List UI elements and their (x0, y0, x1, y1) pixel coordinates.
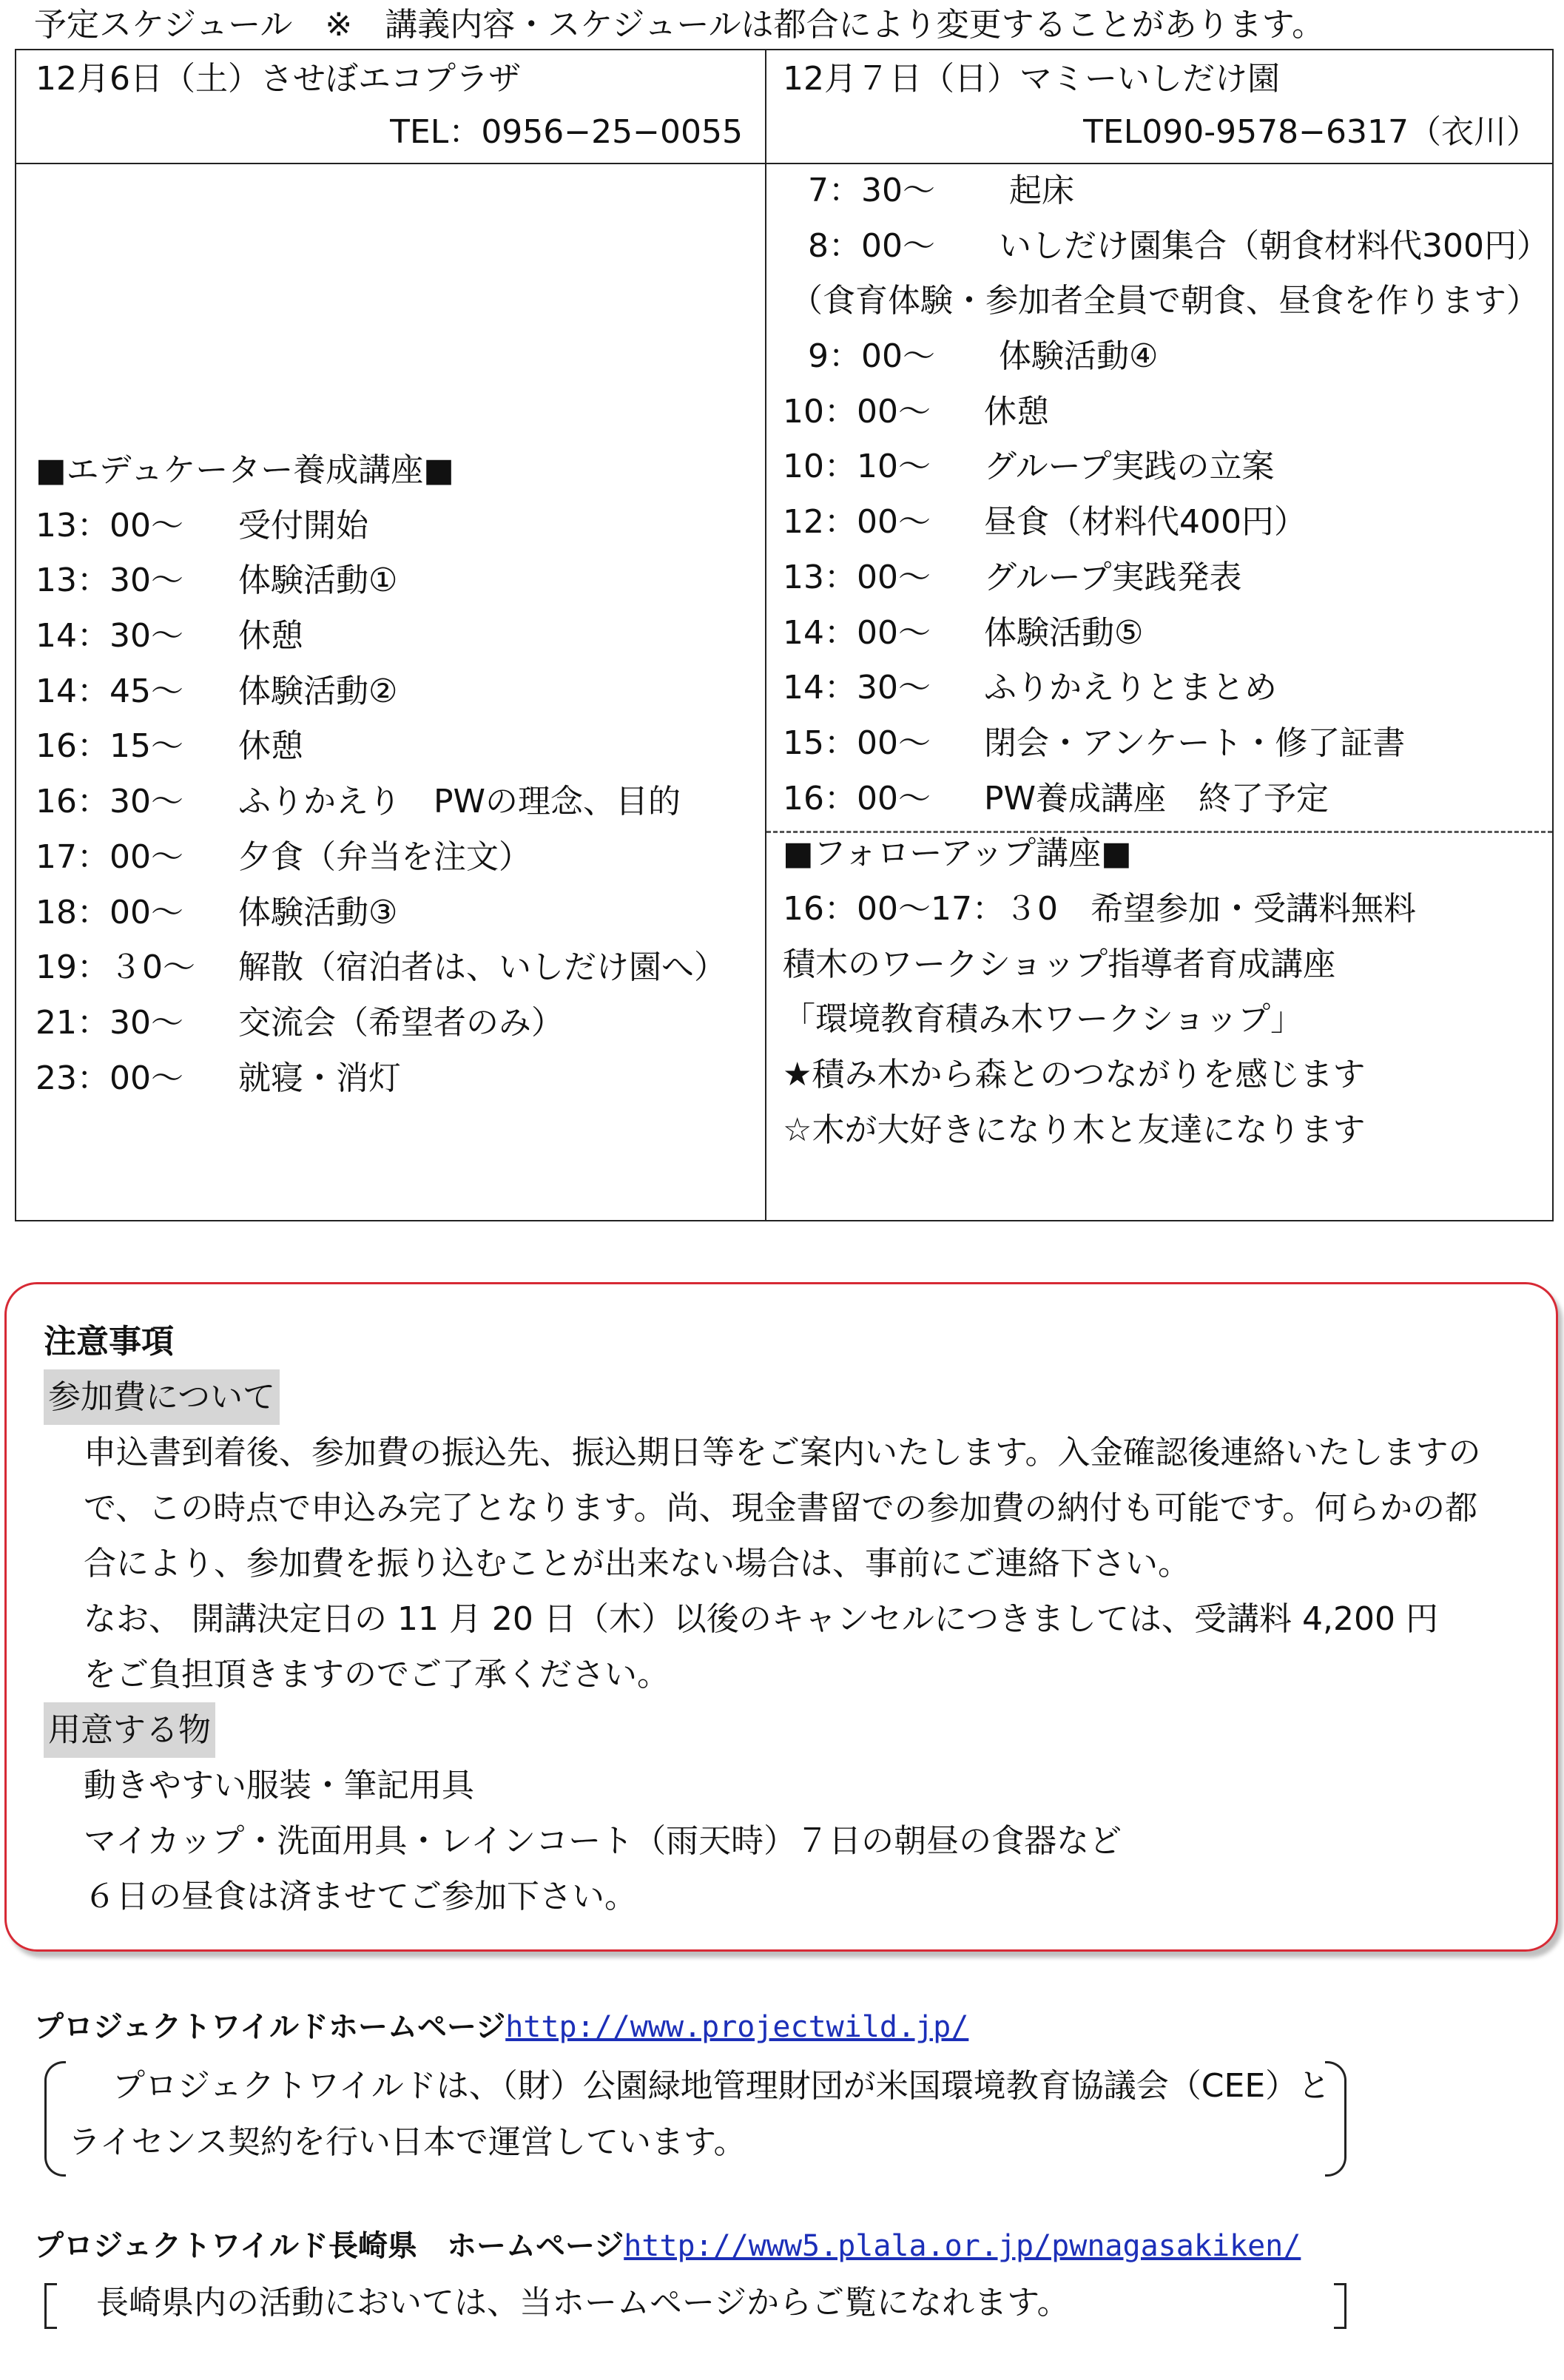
schedule-activity: 体験活動⑤ (984, 613, 1144, 652)
schedule-item (783, 716, 1545, 772)
followup-section-title: ■フォローアップ講座■ (783, 835, 1132, 873)
schedule-activity: 休憩 (238, 727, 303, 766)
schedule-activity: グループ実践の立案 (984, 448, 1275, 486)
followup-line: ☆木が大好きになり木と友達になります (783, 1110, 1366, 1149)
schedule-activity: 受付開始 (238, 506, 368, 545)
items-line: ６日の昼食は済ませてご参加下さい。 (84, 1878, 637, 1915)
pw-nagasaki-link[interactable]: http://www5.plala.or.jp/pwnagasakiken/ (624, 2229, 1301, 2263)
schedule-time: 13：30〜 (36, 562, 183, 600)
schedule-activity: 体験活動④ (999, 337, 1159, 376)
schedule-item (783, 661, 1545, 716)
schedule-item (783, 439, 1545, 495)
schedule-activity: グループ実践発表 (984, 558, 1242, 596)
schedule-item (783, 606, 1545, 661)
schedule-time: 8：00〜 (798, 226, 935, 265)
schedule-time: 18：00〜 (36, 893, 183, 931)
fee-line: 申込書到着後、参加費の振込先、振込期日等をご案内いたします。入金確認後連絡いたしますの (84, 1434, 1481, 1472)
table-divider-vertical (765, 50, 766, 1220)
pw-nagasaki-label: プロジェクトワイルド長崎県 ホームページ (34, 2229, 624, 2263)
fee-line: なお、 開講決定日の 11 月 20 日（木）以後のキャンセルにつきましては、受講料 4,200 円 (84, 1600, 1438, 1638)
day1-schedule (36, 443, 761, 1106)
pw-description-text (68, 2058, 1330, 2171)
schedule-activity: 交流会（希望者のみ） (238, 1003, 564, 1042)
schedule-activity: 体験活動① (238, 562, 398, 600)
schedule-time: 15：00〜 (783, 724, 931, 762)
pw-nagasaki-description (44, 2277, 1346, 2329)
schedule-item (783, 329, 1545, 385)
schedule-table (15, 49, 1554, 1221)
schedule-activity: 体験活動③ (238, 893, 398, 931)
schedule-time: 10：00〜 (783, 392, 931, 431)
schedule-item (36, 499, 761, 554)
schedule-time: 16：00〜 (783, 779, 931, 818)
followup-line: ★積み木から森とのつながりを感じます (783, 1056, 1366, 1093)
schedule-activity: ふりかえりとまとめ (984, 669, 1277, 707)
schedule-time: 14：30〜 (36, 617, 183, 655)
pw-nagasaki-homepage-line (34, 2219, 1301, 2272)
schedule-time: 19：３0〜 (36, 948, 195, 987)
fee-line: をご負担頂きますのでご了承ください。 (84, 1656, 670, 1693)
fee-line: 合により、参加費を振り込むことが出来ない場合は、事前にご連絡下さい。 (84, 1545, 1190, 1582)
schedule-time: 14：00〜 (783, 613, 931, 652)
schedule-item (783, 550, 1545, 606)
day1-title: 12月6日（土）させぼエコプラザ (36, 60, 521, 98)
schedule-item (36, 886, 761, 941)
schedule-item (783, 385, 1545, 440)
pw-description (44, 2058, 1346, 2177)
schedule-time: 12：00〜 (783, 503, 931, 542)
schedule-activity: いしだけ園集合（朝食材料代300円） (999, 226, 1549, 265)
schedule-activity: 休憩 (238, 617, 303, 655)
day2-tel: TEL090-9578−6317（衣川） (1083, 113, 1539, 151)
schedule-activity: 起床 (999, 172, 1074, 209)
schedule-time: 7：30〜 (798, 172, 935, 209)
schedule-item (36, 1051, 761, 1107)
schedule-time: 13：00〜 (36, 506, 183, 545)
pw-desc-line: プロジェクトワイルドは、（財）公園緑地管理財団が米国環境教育協議会（CEE）と (112, 2067, 1331, 2105)
followup-line: 「環境教育積み木ワークショップ」 (783, 1000, 1304, 1039)
left-bracket (44, 2061, 66, 2177)
schedule-activity: 夕食（弁当を注文） (238, 837, 531, 876)
schedule-item (36, 664, 761, 720)
schedule-activity: 解散（宿泊者は、いしだけ園へ） (238, 948, 727, 987)
schedule-activity: PW養成講座 終了予定 (984, 779, 1329, 818)
schedule-item (783, 164, 1545, 219)
schedule-activity: 閉会・アンケート・修了証書 (984, 724, 1406, 762)
day2-schedule (783, 164, 1549, 1158)
schedule-activity: 休憩 (984, 392, 1049, 431)
schedule-item (36, 553, 761, 609)
pw-homepage-label: プロジェクトワイルドホームページ (34, 2010, 506, 2044)
pw-homepage-line (34, 2000, 968, 2053)
right-bracket (1325, 2061, 1346, 2177)
schedule-time: 21：30〜 (36, 1003, 183, 1042)
day1-section-title: ■エデュケーター養成講座■ (36, 451, 454, 489)
followup-line: 積木のワークショップ指導者育成講座 (783, 945, 1336, 983)
schedule-item (783, 219, 1549, 274)
schedule-time: 10：10〜 (783, 448, 931, 486)
schedule-item (36, 940, 761, 996)
notes-box (4, 1282, 1558, 1952)
day2-title: 12月７日（日）マミーいしだけ園 (783, 60, 1280, 98)
followup-time: 16：00〜17：３0 希望参加・受講料無料 (783, 889, 1416, 928)
items-line: マイカップ・洗面用具・レインコート（雨天時）７日の朝昼の食器など (84, 1822, 1122, 1860)
items-heading: 用意する物 (44, 1702, 215, 1758)
schedule-item (783, 495, 1545, 550)
schedule-item (36, 775, 761, 830)
schedule-time: 17：00〜 (36, 837, 183, 876)
schedule-header: 予定スケジュール ※ 講義内容・スケジュールは都合により変更することがあります。 (34, 6, 1325, 44)
left-bracket (44, 2283, 57, 2329)
pw-nagasaki-description-text: 長崎県内の活動においては、当ホームページからご覧になれます。 (96, 2284, 1070, 2322)
schedule-time: 14：45〜 (36, 672, 183, 710)
schedule-time: 13：00〜 (783, 558, 931, 596)
items-heading-row (44, 1702, 1523, 1758)
day1-tel: TEL：0956−25−0055 (390, 113, 743, 151)
schedule-activity: 昼食（材料代400円） (984, 503, 1307, 542)
schedule-time: 9：00〜 (798, 337, 935, 376)
fee-heading-row (44, 1369, 1523, 1425)
notes-title: 注意事項 (44, 1323, 174, 1361)
schedule-activity: 体験活動② (238, 672, 398, 710)
right-bracket (1334, 2283, 1346, 2329)
notes-content (44, 1314, 1523, 1924)
schedule-activity: ふりかえり PWの理念、目的 (238, 783, 681, 821)
schedule-time: 23：00〜 (36, 1059, 183, 1097)
schedule-item (783, 274, 1545, 329)
schedule-activity: 就寝・消灯 (238, 1059, 401, 1097)
schedule-time: 16：30〜 (36, 783, 183, 821)
schedule-time: 14：30〜 (783, 669, 931, 707)
schedule-item (36, 719, 761, 775)
schedule-item (36, 830, 761, 886)
fee-line: で、この時点で申込み完了となります。尚、現金書留での参加費の納付も可能です。何らかの都 (84, 1489, 1478, 1527)
pw-homepage-link[interactable]: http://www.projectwild.jp/ (505, 2010, 969, 2044)
schedule-item (783, 772, 1545, 827)
schedule-item (36, 609, 761, 664)
schedule-item (36, 996, 761, 1051)
schedule-time: 16：15〜 (36, 727, 183, 766)
schedule-activity: （食育体験・参加者全員で朝食、昼食を作ります） (790, 282, 1539, 320)
pw-desc-line: ライセンス契約を行い日本で運営しています。 (68, 2123, 746, 2161)
items-line: 動きやすい服装・筆記用具 (84, 1767, 474, 1804)
fee-heading: 参加費について (44, 1369, 280, 1425)
